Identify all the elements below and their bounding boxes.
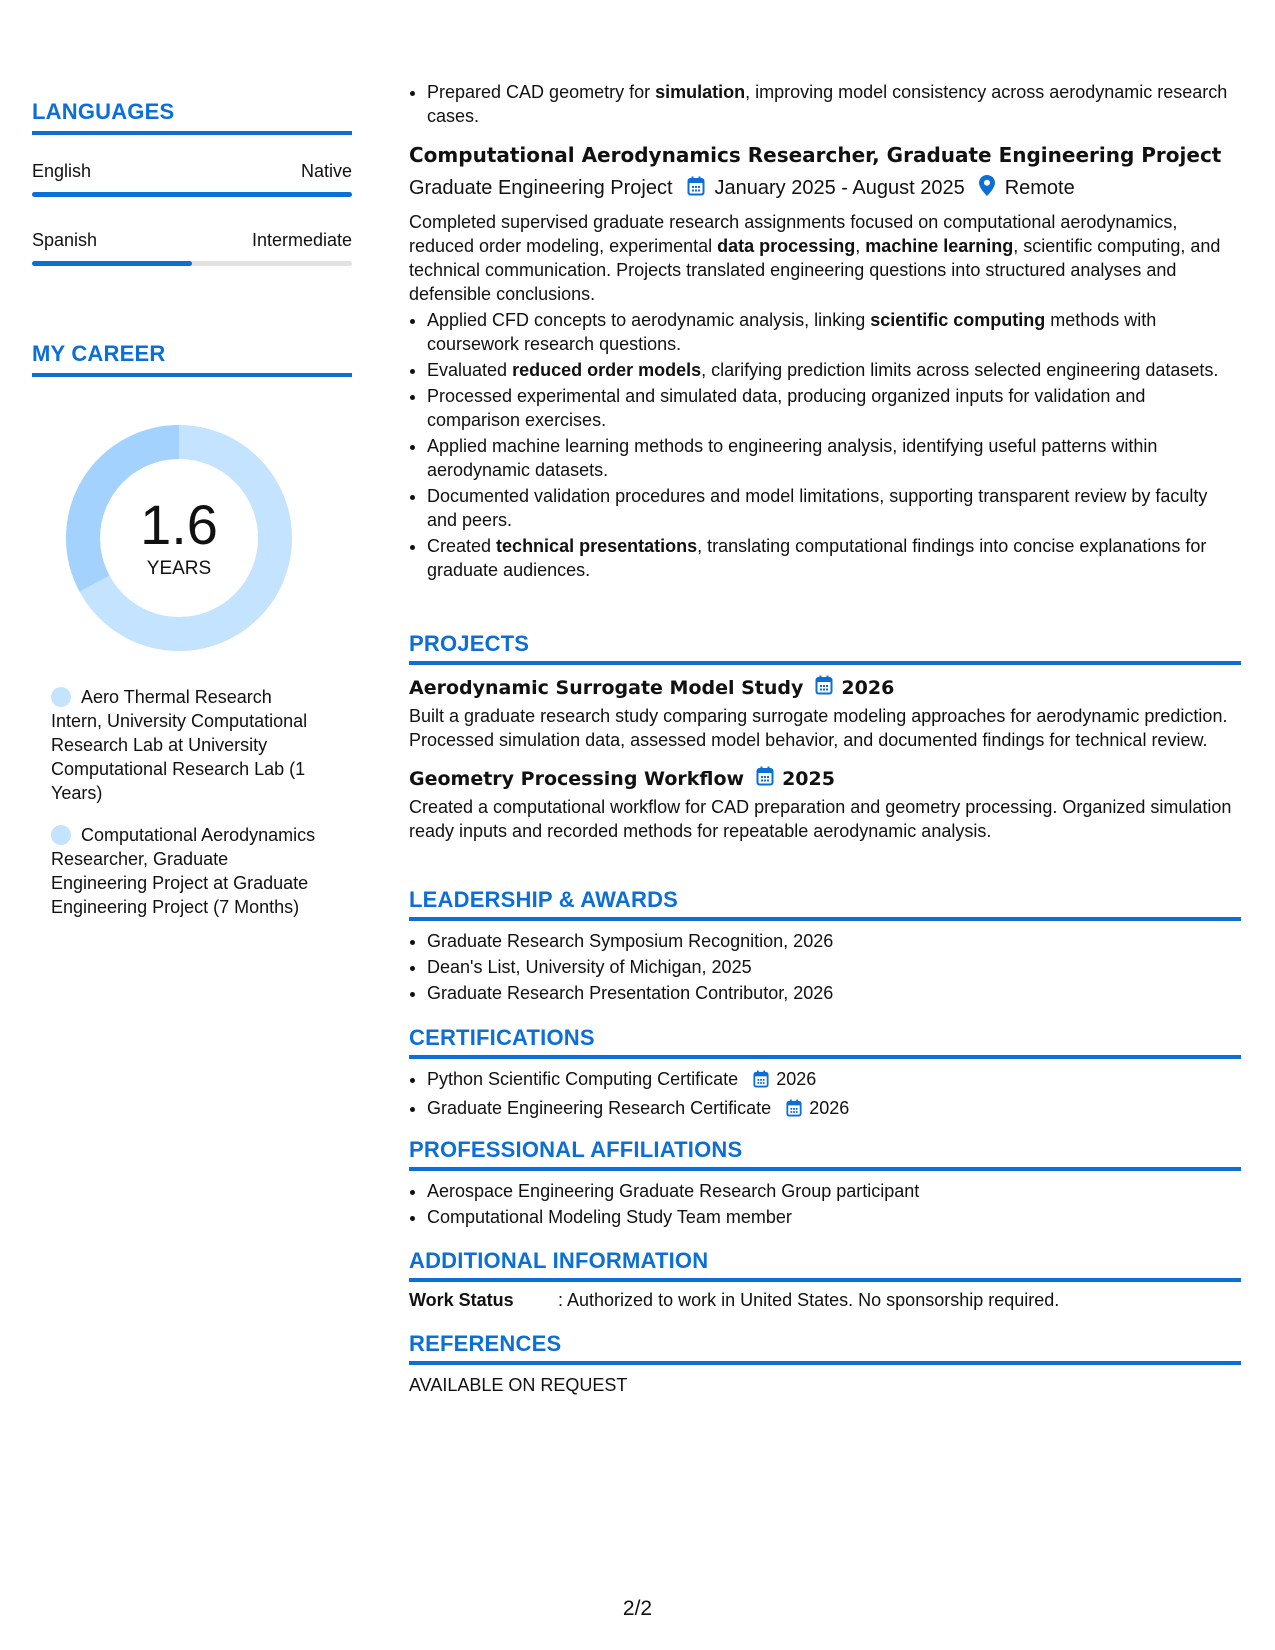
experience-entry (409, 143, 1241, 584)
leadership-list (409, 929, 1241, 1005)
additional-info-heading: ADDITIONAL INFORMATION (409, 1248, 1241, 1282)
project-year: 2025 (782, 767, 835, 790)
certifications-heading: CERTIFICATIONS (409, 1025, 1241, 1059)
additional-info-section (409, 1248, 1241, 1311)
certifications-section (409, 1025, 1241, 1125)
certification-name: Graduate Engineering Research Certificate (427, 1098, 772, 1118)
project-title-row (409, 675, 1241, 700)
work-status-value: : Authorized to work in United States. No sponsorship required. (558, 1290, 1060, 1310)
language-proficiency-bar (32, 192, 352, 197)
language-spanish (32, 230, 352, 266)
career-legend-label: Computational Aerodynamics Researcher, Graduate Engineering Project at Graduate Engineering Project (7 Months) (51, 825, 316, 917)
list-item: • Aerospace Engineering Graduate Research Group participant (427, 1179, 1241, 1203)
references-heading: REFERENCES (409, 1331, 1241, 1365)
certification-name: Python Scientific Computing Certificate (427, 1069, 739, 1089)
list-item: • Graduate Research Symposium Recognition, 2026 (427, 929, 1241, 953)
location-pin-icon (979, 175, 995, 202)
certification-year: 2026 (776, 1069, 817, 1089)
language-proficiency-fill (32, 261, 192, 266)
languages-heading: LANGUAGES (32, 99, 352, 135)
list-item: • Prepared CAD geometry for simulation, improving model consistency across aerodynamic research cases. (427, 80, 1237, 128)
list-item: • Evaluated reduced order models, clarifying prediction limits across selected engineering datasets. (427, 358, 1241, 382)
project-title: Geometry Processing Workflow (409, 767, 745, 790)
job-meta (409, 175, 1241, 202)
list-item: • Dean's List, University of Michigan, 2025 (427, 955, 1241, 979)
affiliations-heading: PROFESSIONAL AFFILIATIONS (409, 1137, 1241, 1171)
references-section (409, 1331, 1241, 1396)
certifications-list (409, 1067, 1241, 1123)
language-english (32, 161, 352, 197)
legend-dot (51, 825, 71, 845)
language-name: Spanish (32, 230, 98, 250)
work-status-row (409, 1290, 1241, 1311)
list-item: • Created technical presentations, translating computational findings into concise explanations for graduate audiences. (427, 534, 1241, 582)
calendar-icon (687, 176, 705, 202)
career-years-value: 1.6 (140, 493, 218, 556)
project-year: 2026 (841, 676, 895, 699)
certification-year: 2026 (809, 1098, 850, 1118)
job-dates: January 2025 - August 2025 (714, 177, 965, 199)
project-description: Created a computational workflow for CAD preparation and geometry processing. Organized simulation ready inputs and recorded methods for repeatable aerodynamic analysis. (409, 797, 1232, 841)
career-legend-label: Aero Thermal Research Intern, University Computational Research Lab at University Computational Research Lab (1 Years) (51, 687, 308, 803)
list-item: • Applied CFD concepts to aerodynamic analysis, linking scientific computing methods with coursework research questions. (427, 308, 1241, 356)
job-location: Remote (1004, 177, 1075, 199)
language-proficiency-fill (32, 192, 352, 197)
leadership-heading: LEADERSHIP & AWARDS (409, 887, 1241, 921)
career-years-unit: YEARS (146, 558, 212, 579)
job-bullets (409, 308, 1241, 582)
project-title-row (409, 766, 1241, 791)
job-summary: Completed supervised graduate research assignments focused on computational aerodynamics, reduced order modeling, experimental data processing, machine learning, scientific computing, and technical communication. Projects translated engineering questions into structured analyses and defensible conclusions. (409, 212, 1221, 304)
list-item (427, 1096, 1241, 1123)
job-title: Computational Aerodynamics Researcher, Graduate Engineering Project (409, 143, 1222, 167)
language-proficiency-bar (32, 261, 352, 266)
list-item: • Computational Modeling Study Team member (427, 1205, 1241, 1229)
page-number: 2/2 (622, 1597, 653, 1620)
affiliations-list (409, 1179, 1241, 1229)
work-status-label: Work Status (409, 1290, 514, 1310)
career-legend-item (51, 685, 321, 805)
affiliations-section (409, 1137, 1241, 1231)
project-title: Aerodynamic Surrogate Model Study (409, 676, 804, 699)
career-donut (66, 425, 292, 651)
legend-dot (51, 687, 71, 707)
project-description: Built a graduate research study comparing surrogate modeling approaches for aerodynamic prediction. Processed simulation data, assessed model behavior, and documented findings for technical review. (409, 706, 1228, 750)
career-heading: MY CAREER (32, 341, 352, 377)
language-name: English (32, 161, 92, 181)
language-level: Intermediate (251, 230, 352, 250)
calendar-icon (756, 766, 774, 791)
language-level: Native (300, 161, 352, 181)
list-item: • Processed experimental and simulated data, producing organized inputs for validation and comparison exercises. (427, 384, 1241, 432)
list-item: • Graduate Research Presentation Contributor, 2026 (427, 981, 1241, 1005)
calendar-icon (753, 1070, 769, 1094)
company-name: Graduate Engineering Project (409, 177, 673, 199)
calendar-icon (786, 1099, 802, 1123)
list-item: • Applied machine learning methods to engineering analysis, identifying useful patterns within aerodynamic datasets. (427, 434, 1241, 482)
projects-section (409, 631, 1241, 843)
list-item: • Documented validation procedures and model limitations, supporting transparent review by faculty and peers. (427, 484, 1241, 532)
previous-job-bullets (409, 80, 1237, 130)
leadership-section (409, 887, 1241, 1007)
career-legend-item (51, 823, 321, 919)
references-text: AVAILABLE ON REQUEST (409, 1375, 628, 1395)
list-item (427, 1067, 1241, 1094)
projects-heading: PROJECTS (409, 631, 1241, 665)
calendar-icon (815, 675, 833, 700)
